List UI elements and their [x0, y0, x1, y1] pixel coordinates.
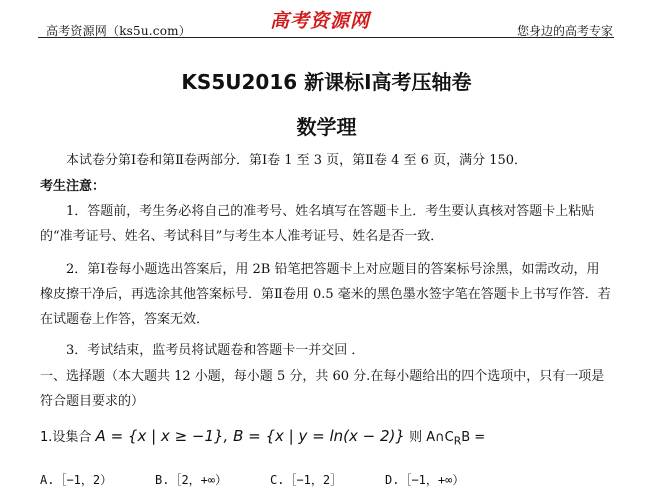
- exam-subject: 数学理: [296, 115, 357, 139]
- question-1-subscript: R: [453, 434, 462, 448]
- exam-title: KS5U2016 新课标Ⅰ高考压轴卷: [181, 70, 472, 94]
- question-1-suffix: 则 A∩C: [409, 430, 454, 445]
- option-a: A.［−1，2）: [40, 473, 113, 487]
- section-heading: 一、选择题（本大题共 12 小题，每小题 5 分，共 60 分.在每小题给出的四个选项中，只有一项是符合题目要求的）: [40, 369, 605, 409]
- question-1-prefix: 1.设集合: [40, 430, 92, 445]
- header-logo: 高考资源网: [270, 10, 371, 32]
- question-1-tail: B =: [461, 430, 486, 445]
- notice-item-1: 1．答题前，考生务必将自己的准考号、姓名填写在答题卡上．考生要认真核对答题卡上粘贴的“准考证号、姓名、考试科目”与考生本人准考证号、姓名是否一致．: [40, 204, 595, 244]
- header-slogan: 您身边的高考专家: [516, 24, 613, 38]
- notice-item-3: 3．考试结束，监考员将试题卷和答题卡一并交回 ．: [66, 343, 365, 358]
- intro-paragraph: 本试卷分第Ⅰ卷和第Ⅱ卷两部分．第Ⅰ卷 1 至 3 页，第Ⅱ卷 4 至 6 页，满分 150．: [66, 153, 528, 168]
- option-d: D.［−1，+∞）: [385, 473, 465, 487]
- question-1-options: [40, 471, 612, 488]
- question-1-sets: A = {x | x ≥ −1}, B = {x | y = ln(x − 2)}: [95, 427, 405, 445]
- header-site-name: 高考资源网（ks5u.com）: [46, 24, 191, 38]
- option-c: C.［−1，2］: [270, 473, 343, 487]
- page-header: [0, 0, 653, 36]
- notice-heading: 考生注意：: [40, 179, 106, 194]
- notice-item-2: 2．第Ⅰ卷每小题选出答案后，用 2B 铅笔把答题卡上对应题目的答案标号涂黑，如需改动，用橡皮擦干净后，再选涂其他答案标号．第Ⅱ卷用 0.5 毫米的黑色墨水签字笔在答题卡上书写作答．若在试题卷上作答，答案无效．: [40, 262, 611, 327]
- option-b: B.［2，+∞）: [155, 473, 228, 487]
- question-1: [40, 426, 612, 448]
- header-divider: [38, 37, 614, 38]
